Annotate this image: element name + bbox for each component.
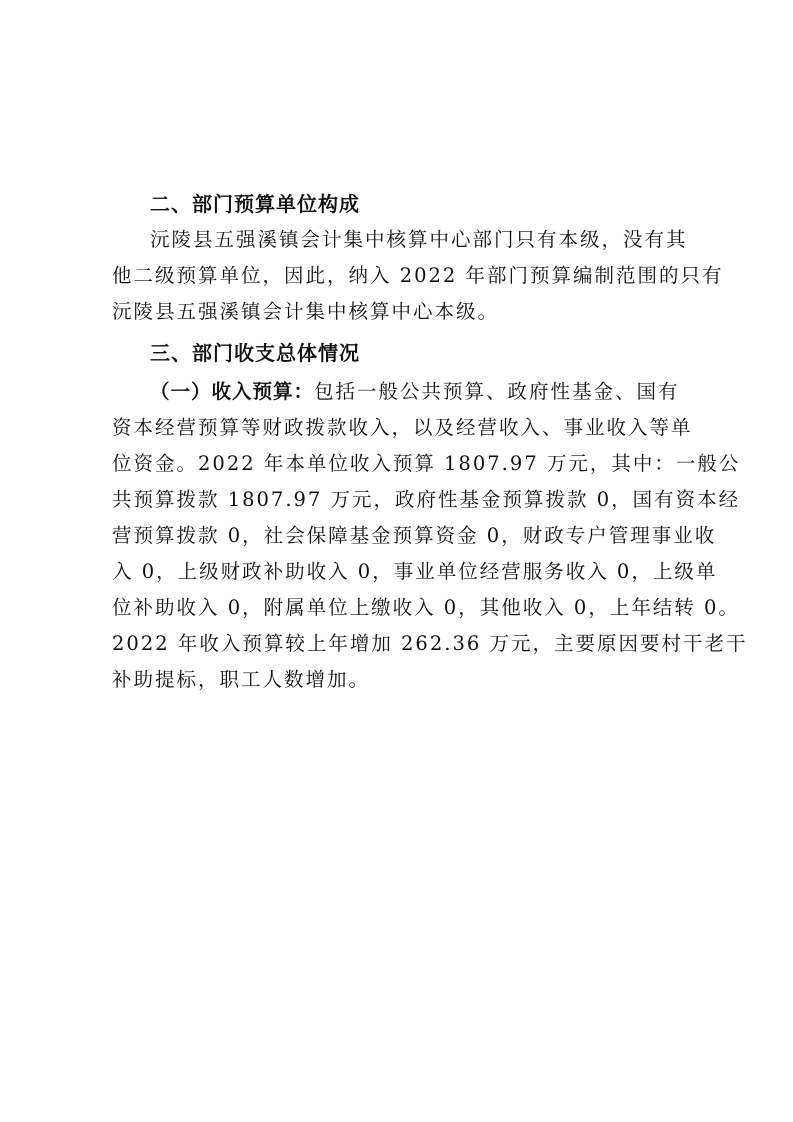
sub-heading-income-budget: （一）收入预算：: [150, 380, 315, 403]
paragraph-line-text: 包括一般公共预算、政府性基金、国有: [314, 380, 680, 403]
paragraph-line: 共预算拨款 1807.97 万元，政府性基金预算拨款 0，国有资本经: [112, 488, 741, 511]
paragraph-line: 营预算拨款 0，社会保障基金预算资金 0，财政专户管理事业收: [112, 524, 717, 547]
document-body: [112, 186, 748, 698]
paragraph-line: 2022 年收入预算较上年增加 262.36 万元，主要原因要村干老干: [112, 632, 748, 655]
section-heading-overall-finance: 三、部门收支总体情况: [150, 341, 360, 365]
paragraph-line: 位补助收入 0，附属单位上缴收入 0，其他收入 0，上年结转 0。: [112, 596, 740, 619]
section-heading-budget-units: 二、部门预算单位构成: [150, 192, 360, 216]
paragraph-line: 入 0，上级财政补助收入 0，事业单位经营服务收入 0，上级单: [112, 560, 718, 583]
paragraph-line: 补助提标，职工人数增加。: [112, 668, 371, 691]
paragraph-line: 资本经营预算等财政拨款收入，以及经营收入、事业收入等单: [112, 416, 693, 439]
paragraph-first-line: [112, 374, 688, 410]
paragraph-line: 位资金。2022 年本单位收入预算 1807.97 万元，其中：一般公: [112, 452, 741, 475]
paragraph-line: 沅陵县五强溪镇会计集中核算中心本级。: [112, 300, 500, 323]
paragraph-line: 沅陵县五强溪镇会计集中核算中心部门只有本级，没有其: [150, 228, 688, 251]
paragraph-line: 他二级预算单位，因此，纳入 2022 年部门预算编制范围的只有: [112, 264, 724, 287]
